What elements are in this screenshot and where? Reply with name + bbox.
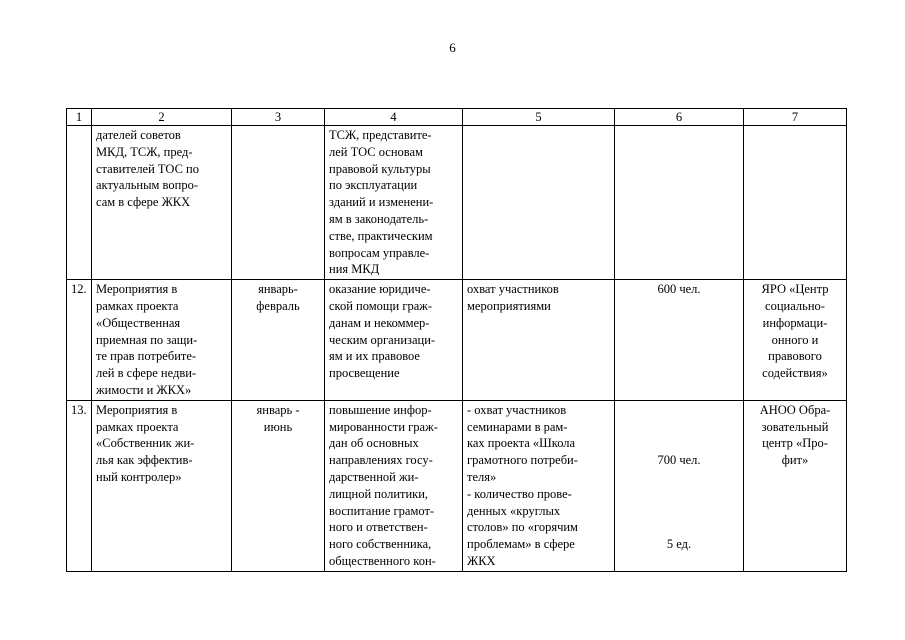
value-line — [619, 503, 739, 520]
period-cell — [232, 400, 325, 571]
goal-cell — [325, 280, 463, 401]
header-cell: 7 — [744, 109, 847, 126]
event-line: лей в сфере недви- — [96, 366, 197, 381]
event-line: Мероприятия в — [96, 402, 178, 417]
goal-line: лей ТОС основам — [329, 144, 423, 159]
indicator-line: теля» — [467, 469, 497, 484]
event-line: рамках проекта — [96, 419, 179, 434]
header-cell: 5 — [463, 109, 615, 126]
goal-line: ТСЖ, представите- — [329, 128, 432, 142]
goal-line: общественного кон- — [329, 553, 436, 568]
indicator-line: мероприятиями — [467, 298, 551, 313]
goal-line: лищной политики, — [329, 486, 429, 501]
executor-line: онного и — [771, 332, 819, 347]
event-line: ставителей ТОС по — [96, 161, 199, 176]
period-line: январь- — [258, 282, 298, 297]
goal-line: зданий и изменени- — [329, 195, 434, 210]
goal-line: дан об основных — [329, 436, 419, 451]
executor-line: фит» — [781, 453, 809, 468]
executor-cell — [744, 280, 847, 401]
event-line: ный контролер» — [96, 469, 182, 484]
executor-line: центр «Про- — [762, 436, 828, 451]
table-row — [67, 280, 847, 401]
executor-line: ЯРО «Центр — [761, 282, 829, 297]
value-line: 700 чел. — [657, 453, 701, 468]
goal-line: по эксплуатации — [329, 178, 418, 193]
row-number-cell — [67, 126, 92, 280]
goal-line: просвещение — [329, 366, 400, 381]
indicator-line: проблемам» в сфере — [467, 537, 575, 552]
data-table — [66, 108, 847, 572]
goal-line: данам и некоммер- — [329, 315, 430, 330]
value-cell — [615, 126, 744, 280]
period-cell — [232, 126, 325, 280]
goal-line: правовой культуры — [329, 161, 431, 176]
indicator-line: денных «круглых — [467, 503, 561, 518]
value-line — [619, 419, 739, 436]
value-cell — [615, 400, 744, 571]
indicator-cell — [463, 280, 615, 401]
value-line: 600 чел. — [657, 282, 701, 297]
period-cell — [232, 280, 325, 401]
executor-line: правового — [768, 349, 822, 364]
indicator-cell — [463, 400, 615, 571]
header-cell: 6 — [615, 109, 744, 126]
goal-cell — [325, 126, 463, 280]
event-line: приемная по защи- — [96, 332, 198, 347]
goal-line: дарственной жи- — [329, 469, 419, 484]
goal-line: воспитание грамот- — [329, 503, 435, 518]
goal-line: стве, практическим — [329, 228, 433, 243]
row-number-cell: 13. — [67, 400, 92, 571]
value-line — [619, 486, 739, 503]
goal-line: ного и ответствен- — [329, 520, 428, 535]
goal-cell — [325, 400, 463, 571]
goal-line: ного собственника, — [329, 537, 432, 552]
page-number: 6 — [449, 40, 456, 55]
event-cell — [92, 280, 232, 401]
indicator-line: ЖКХ — [467, 553, 496, 568]
event-cell — [92, 126, 232, 280]
indicator-line: семинарами в рам- — [467, 419, 568, 434]
value-line — [619, 553, 739, 570]
header-cell: 3 — [232, 109, 325, 126]
event-line: жимости и ЖКХ» — [96, 382, 192, 397]
executor-line: АНОО Обра- — [759, 402, 831, 417]
value-line — [619, 435, 739, 452]
event-line: Мероприятия в — [96, 282, 178, 297]
goal-line: ям и их правовое — [329, 349, 420, 364]
indicator-cell — [463, 126, 615, 280]
executor-line: зовательный — [761, 419, 829, 434]
event-line: актуальным вопро- — [96, 178, 198, 193]
goal-line: повышение инфор- — [329, 402, 432, 417]
goal-line: оказание юридиче- — [329, 282, 431, 297]
event-line: рамках проекта — [96, 298, 179, 313]
event-line: дателей советов — [96, 128, 181, 142]
event-cell — [92, 400, 232, 571]
value-line — [619, 519, 739, 536]
table-row — [67, 400, 847, 571]
event-line: «Собственник жи- — [96, 436, 195, 451]
value-cell — [615, 280, 744, 401]
row-number-cell: 12. — [67, 280, 92, 401]
event-line: МКД, ТСЖ, пред- — [96, 144, 193, 159]
goal-line: направлениях госу- — [329, 453, 433, 468]
period-line: январь - — [256, 402, 300, 417]
period-line: июнь — [263, 419, 293, 434]
indicator-line: - охват участников — [467, 402, 567, 417]
indicator-line: ках проекта «Школа — [467, 436, 576, 451]
event-line: «Общественная — [96, 315, 181, 330]
event-line: сам в сфере ЖКХ — [96, 195, 191, 210]
event-line: лья как эффектив- — [96, 453, 193, 468]
indicator-line: - количество прове- — [467, 486, 572, 501]
value-line: 5 ед. — [666, 537, 692, 552]
executor-cell — [744, 400, 847, 571]
period-line: февраль — [256, 298, 300, 313]
header-cell: 1 — [67, 109, 92, 126]
goal-line: ческим организаци- — [329, 332, 436, 347]
table-row — [67, 126, 847, 280]
value-line — [619, 402, 739, 419]
goal-line: вопросам управле- — [329, 245, 430, 260]
value-line — [619, 469, 739, 486]
executor-line: информаци- — [762, 315, 828, 330]
executor-line: социально- — [765, 298, 825, 313]
event-line: те прав потребите- — [96, 349, 197, 364]
indicator-line: охват участников — [467, 282, 559, 297]
header-cell: 4 — [325, 109, 463, 126]
goal-line: ской помощи граж- — [329, 298, 433, 313]
goal-line: ния МКД — [329, 262, 380, 277]
executor-cell — [744, 126, 847, 280]
goal-line: мированности граж- — [329, 419, 438, 434]
indicator-line: грамотного потреби- — [467, 453, 578, 468]
header-cell: 2 — [92, 109, 232, 126]
executor-line: содействия» — [762, 366, 828, 381]
table-header-row — [67, 109, 847, 126]
goal-line: ям в законодатель- — [329, 211, 429, 226]
indicator-line: столов» по «горячим — [467, 520, 578, 535]
